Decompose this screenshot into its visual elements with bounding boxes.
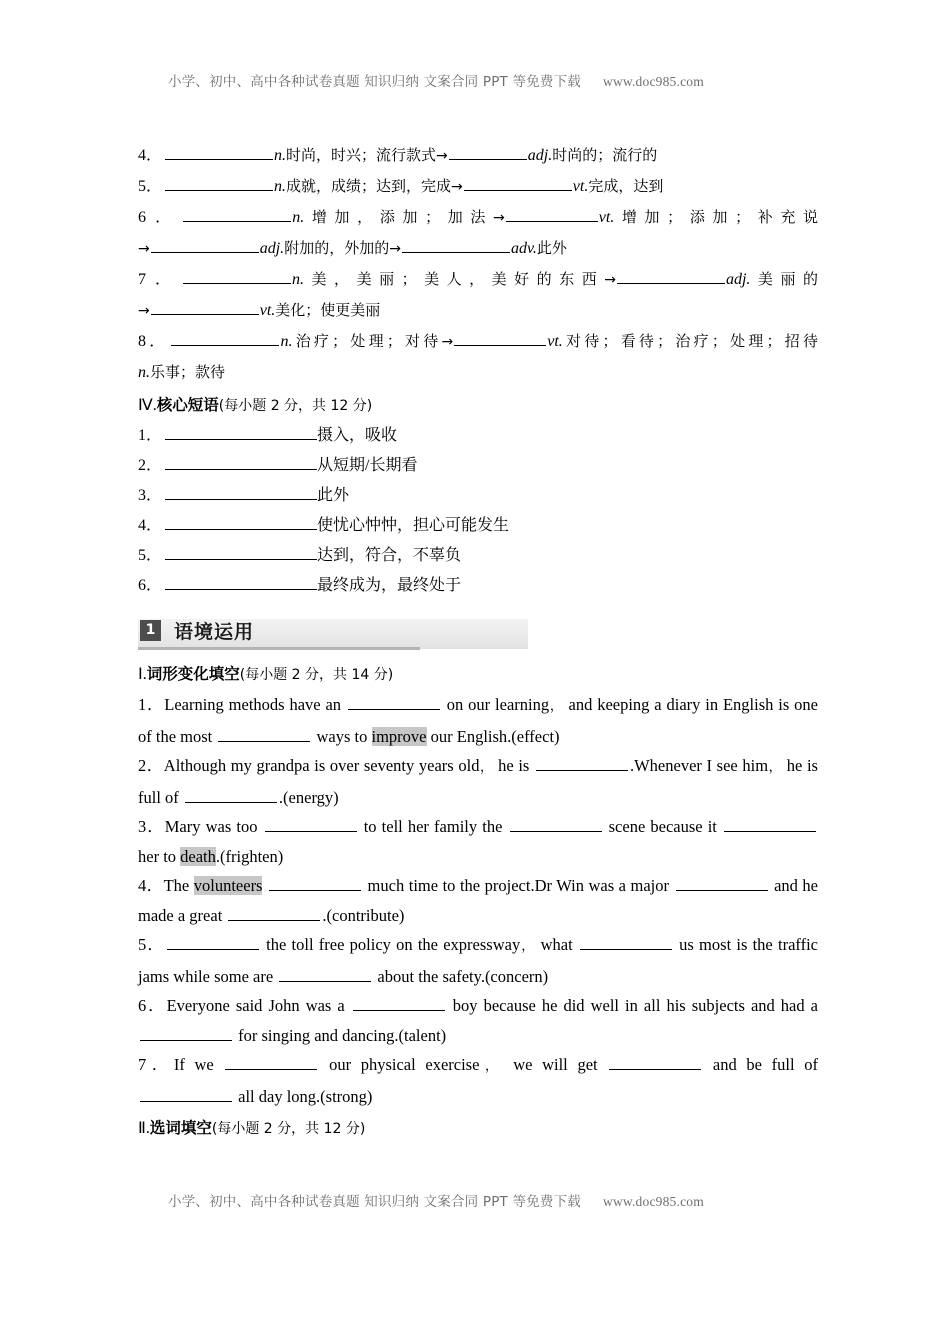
chinese-gloss: 附加的，外加的 [284,239,390,257]
watermark-text: 小学、初中、高中各种试卷真题 知识归纳 文案合同 PPT 等免费下载 [168,1194,581,1210]
chinese-gloss: 成就，成绩；达到，完成 [286,177,452,195]
exercise-text: Learning methods have an [164,695,346,714]
answer-blank[interactable] [171,330,279,346]
exercise-text: scene because it [603,817,723,836]
vocab-number-8: 8． [138,333,169,350]
exercise-item-3 [138,812,818,871]
phrase-number: 3． [138,487,163,504]
exercise-text: Although my grandpa is over seventy years old [163,756,480,775]
watermark-url: www.doc985.com [603,1194,704,1209]
banner-title: 语境运用 [174,621,255,643]
answer-blank[interactable] [402,237,510,253]
part-of-speech: adv. [510,240,537,257]
answer-blank[interactable] [536,756,628,771]
answer-blank[interactable] [510,817,602,832]
part-of-speech: n. [274,147,287,164]
phrase-meaning: 达到，符合，不辜负 [317,547,462,564]
answer-blank[interactable] [617,268,725,284]
watermark-url: www.doc985.com [603,74,704,89]
arrow-icon: → [138,241,150,257]
vocab-number-7: 7． [138,271,181,288]
vocab-item-8-line1 [138,326,818,357]
exercise-text: us most is the traffic jams while some are [138,935,818,986]
exercise-text: If we [173,1055,224,1074]
exercise-item-6 [138,991,818,1050]
answer-blank[interactable] [225,1055,317,1070]
exercise-text: to tell her family the [358,817,508,836]
arrow-icon: → [138,303,150,319]
answer-blank[interactable] [151,299,259,315]
answer-blank[interactable] [167,935,259,950]
exercise-number: 3． [138,817,165,836]
answer-blank[interactable] [580,935,672,950]
chinese-gloss: 美化；使更美丽 [275,301,381,319]
phrases-heading [138,390,818,421]
exercise-text: about the safety.(concern) [373,966,549,986]
part-of-speech: vt. [598,209,615,226]
exercise-item-5 [138,930,818,991]
exercise-text: The [163,876,194,895]
answer-blank[interactable] [724,817,816,832]
chinese-gloss: 此外 [536,239,567,257]
chinese-comma: ， [768,760,783,775]
exercise-number: 5． [138,935,165,954]
answer-blank[interactable] [183,268,291,284]
chinese-comma: ， [479,760,494,775]
exercise-number: 2． [138,756,164,775]
section-badge: 1 [140,620,161,641]
answer-blank[interactable] [183,206,291,222]
chinese-comma: ， [549,699,564,714]
section-title: 选词填空 [149,1119,212,1137]
vocab-item-7-line2 [138,295,818,326]
word-form-heading [138,659,818,690]
answer-blank[interactable] [228,906,320,921]
section-title: 词形变化填空 [146,665,240,683]
exercise-text: .Whenever I see him [629,756,769,775]
exercise-text: the toll free policy on the expressway [260,935,521,954]
exercise-text: our English.(effect) [426,726,560,746]
exercise-text: Mary was too [164,817,263,836]
exercise-text [262,876,267,895]
watermark-top [168,70,828,90]
arrow-icon: → [604,272,616,288]
phrase-number: 5． [138,547,163,564]
arrow-icon: → [389,241,401,257]
exercise-number: 7． [138,1055,174,1074]
phrase-item [138,421,818,451]
section-score: (每小题 2 分，共 12 分) [218,398,373,414]
vocabulary-section [138,140,818,388]
chinese-gloss: 增加，添加；加法 [304,208,493,226]
phrase-item [138,451,818,481]
exercise-text: what [535,935,578,954]
highlighted-word: volunteers [193,876,263,895]
vocab-item-6-line1 [138,202,818,233]
answer-blank[interactable] [165,454,317,470]
exercise-text: our physical exercise [319,1055,480,1074]
exercise-number: 1． [138,695,165,714]
exercise-text: .(contribute) [322,905,405,925]
banner-underline [138,647,420,650]
phrase-meaning: 使忧心忡忡，担心可能发生 [317,517,510,534]
exercise-text: he is full of [138,756,818,807]
chinese-comma: ， [520,939,536,954]
phrase-meaning: 最终成为，最终处于 [317,577,462,594]
exercise-item-4 [138,871,818,930]
answer-blank[interactable] [269,876,361,891]
part-of-speech: vt. [547,333,563,350]
phrase-item [138,511,818,541]
part-of-speech: n. [292,209,305,226]
part-of-speech: n. [280,333,293,350]
word-form-list [138,690,818,1111]
phrase-number: 2． [138,457,163,474]
phrase-number: 6． [138,577,163,594]
word-choice-heading [138,1113,818,1144]
phrase-item [138,481,818,511]
answer-blank[interactable] [265,817,357,832]
vocab-item-8-line2 [138,357,818,388]
arrow-icon: → [451,179,463,195]
chinese-gloss: 完成，达到 [588,177,664,195]
vocab-number-4: 4． [138,147,163,164]
answer-blank[interactable] [165,424,317,440]
chinese-gloss: 时尚的；流行的 [552,146,658,164]
exercise-text: much time to the project.Dr Win was a major [363,876,674,895]
vocab-item-4 [138,140,818,171]
answer-blank[interactable] [165,144,273,160]
arrow-icon: → [441,334,454,350]
answer-blank[interactable] [165,544,317,560]
exercise-number: 6． [138,996,167,1015]
section-numeral: Ⅳ [138,397,153,414]
exercise-text: .(frighten) [215,846,284,866]
section-banner [138,617,818,651]
part-of-speech: n. [138,364,150,381]
phrase-number: 4． [138,517,163,534]
part-of-speech: adj. [725,271,751,288]
answer-blank[interactable] [165,175,273,191]
exercise-item-2 [138,751,818,812]
phrase-meaning: 从短期/长期看 [317,457,418,474]
phrase-item [138,541,818,571]
answer-blank[interactable] [165,484,317,500]
chinese-gloss: 乐事；款待 [150,363,226,381]
answer-blank[interactable] [348,695,440,710]
exercise-text: Everyone said John was a [166,996,351,1015]
phrase-meaning: 摄入，吸收 [317,427,398,444]
exercise-item-1 [138,690,818,751]
highlighted-word: death [180,846,216,866]
part-of-speech: vt. [259,302,276,319]
watermark-bottom [168,1190,828,1210]
phrase-meaning: 此外 [317,487,350,504]
vocab-item-6-line2 [138,233,818,264]
answer-blank[interactable] [676,876,768,891]
document-content [138,140,818,1144]
answer-blank[interactable] [151,237,259,253]
arrow-icon: → [436,148,448,164]
exercise-text: we will get [503,1055,608,1074]
vocab-item-7-line1 [138,264,818,295]
section-numeral: Ⅰ [138,666,143,683]
answer-blank[interactable] [506,206,598,222]
chinese-gloss: 时尚，时兴；流行款式 [286,146,437,164]
exercise-text: he is [493,756,534,775]
part-of-speech: n. [274,178,287,195]
exercise-text: and keeping a diary in English is one of the most [138,695,818,746]
chinese-gloss: 美，美丽；美人，美好的东西 [304,270,605,288]
exercise-number: 4． [138,876,164,895]
answer-blank[interactable] [464,175,572,191]
exercise-text: all day long.(strong) [234,1086,373,1106]
exercise-text: and be full of [703,1055,818,1074]
answer-blank[interactable] [353,996,445,1011]
answer-blank[interactable] [165,574,317,590]
chinese-gloss: 美丽的 [750,270,818,288]
chinese-gloss: 增加；添加；补充说 [614,208,818,226]
section-dot: . [152,397,157,414]
part-of-speech: vt. [572,178,589,195]
exercise-text: ways to [312,726,372,746]
phrase-item [138,571,818,601]
answer-blank[interactable] [454,330,546,346]
answer-blank[interactable] [218,727,310,742]
vocab-number-6: 6． [138,209,181,226]
vocab-number-5: 5． [138,178,163,195]
section-score: (每小题 2 分，共 12 分) [211,1121,366,1137]
chinese-comma: ， [479,1059,504,1074]
arrow-icon: → [493,210,505,226]
exercise-text: on our learning [441,695,550,714]
chinese-gloss: 治疗；处理；对待 [292,332,442,350]
exercise-text: her to [138,846,181,866]
exercise-item-7 [138,1050,818,1111]
part-of-speech: n. [292,271,305,288]
phrases-list [138,421,818,601]
section-title: 核心短语 [156,396,219,414]
answer-blank[interactable] [609,1055,701,1070]
answer-blank[interactable] [140,1026,232,1041]
section-numeral: Ⅱ [138,1120,146,1137]
section-score: (每小题 2 分，共 14 分) [239,667,394,683]
section-dot: . [142,666,147,683]
watermark-text: 小学、初中、高中各种试卷真题 知识归纳 文案合同 PPT 等免费下载 [168,74,581,90]
answer-blank[interactable] [449,144,527,160]
exercise-text: for singing and dancing.(talent) [234,1025,447,1045]
section-dot: . [145,1120,150,1137]
answer-blank[interactable] [165,514,317,530]
answer-blank[interactable] [185,788,277,803]
part-of-speech: adj. [259,240,285,257]
phrase-number: 1． [138,427,163,444]
exercise-text: .(energy) [278,787,339,807]
part-of-speech: adj. [527,147,553,164]
exercise-text: boy because he did well in all his subjects and had a [446,996,818,1015]
answer-blank[interactable] [279,967,371,982]
highlighted-word: improve [371,726,427,746]
chinese-gloss: 对待；看待；治疗；处理；招待 [562,332,818,350]
answer-blank[interactable] [140,1087,232,1102]
vocab-item-5 [138,171,818,202]
exercise-text: and he made a great [138,876,819,925]
